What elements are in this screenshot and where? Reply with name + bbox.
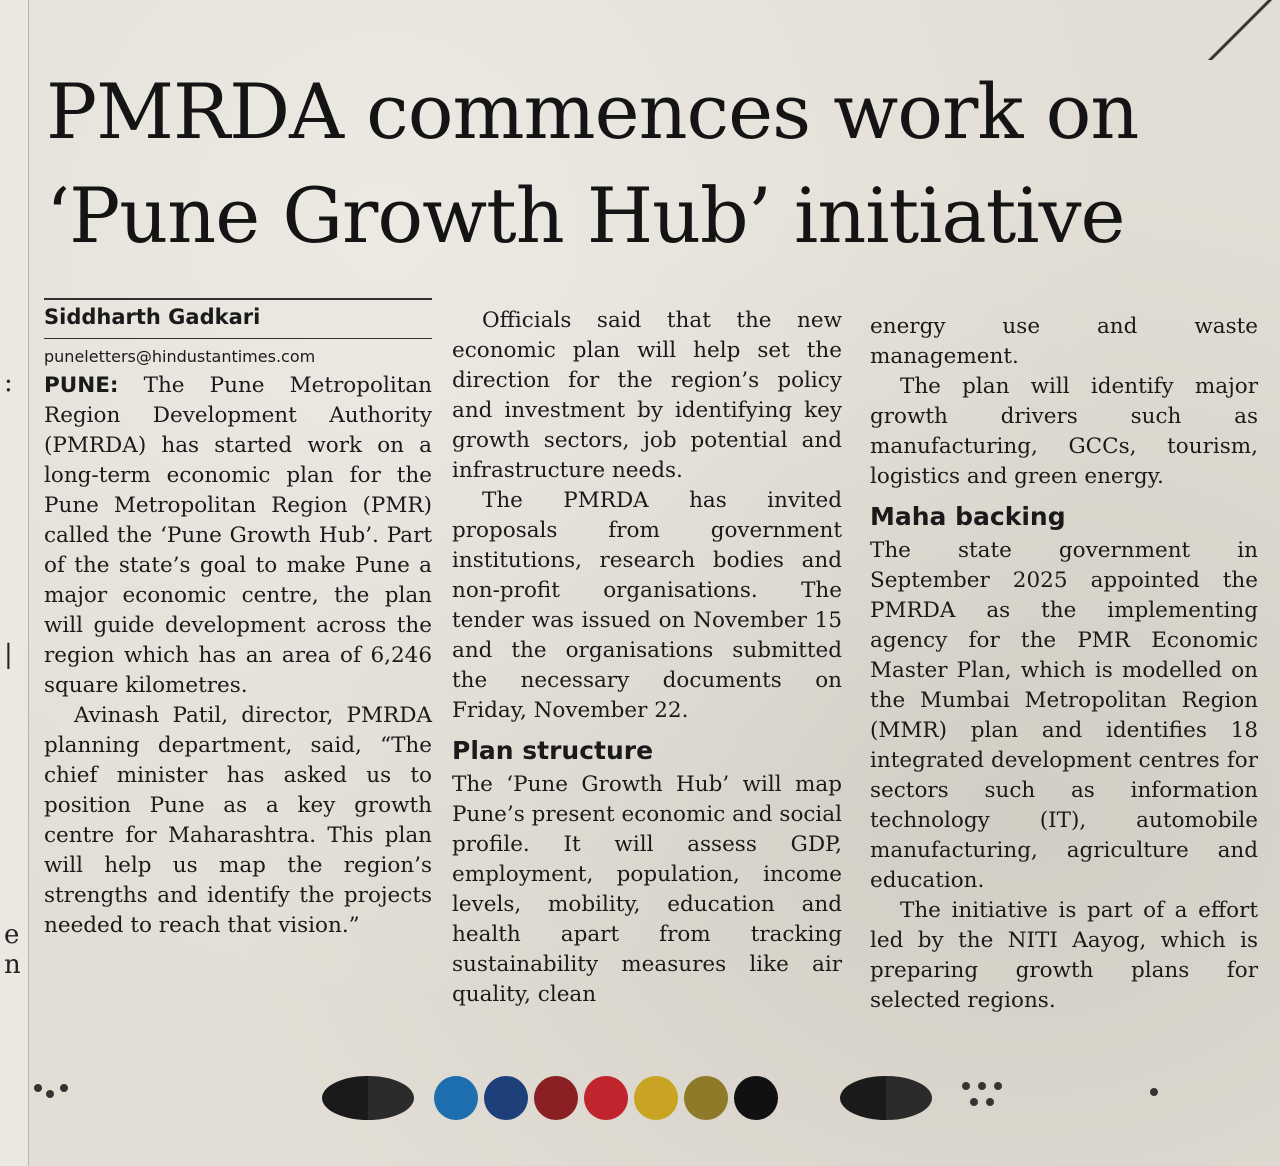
paragraph-officials: Officials said that the new economic plan will help set the direction for the region’s policy and investment by identifying key growth sectors, job potential and infrastructure needs. — [452, 308, 842, 483]
paragraph-tender: The PMRDA has invited proposals from government institutions, research bodies and non-profit organisations. The tender was issued on November 15 and the organisations submitted the necessary documents on Friday, November 22. — [452, 488, 842, 723]
color-swatch-cyan — [434, 1076, 478, 1120]
registration-dot — [986, 1098, 994, 1106]
paragraph-plan-structure: The ‘Pune Growth Hub’ will map Pune’s present economic and social profile. It will assess GDP, employment, population, income levels, mobility, education and health apart from tracking sustainability measures like air quality, clean — [452, 772, 842, 1007]
paragraph-lead — [44, 371, 432, 701]
edge-glyph: e — [4, 920, 20, 950]
subhead-plan-structure: Plan structure — [452, 736, 654, 765]
edge-glyph: | — [4, 640, 13, 670]
torn-corner — [1200, 0, 1280, 60]
color-swatch-blue — [484, 1076, 528, 1120]
headline-line-2: ‘Pune Growth Hub’ initiative — [46, 171, 1125, 260]
headline — [46, 60, 1261, 268]
column-3 — [870, 312, 1258, 1016]
color-swatch-red — [584, 1076, 628, 1120]
headline-line-1: PMRDA commences work on — [46, 67, 1139, 156]
registration-dot — [1150, 1088, 1158, 1096]
paragraph-lead-text: The Pune Metropolitan Region Development Authority (PMRDA) has started work on a long-term economic plan for the Pune Metropolitan Region (PMR) called the ‘Pune Growth Hub’. Part of the state’s goal to make Pune a major economic centre, the plan will guide development across the region which has an area of 6,246 square kilometres. — [44, 373, 433, 698]
color-swatch-maroon — [534, 1076, 578, 1120]
registration-dot — [962, 1082, 970, 1090]
paragraph-growth-drivers: The plan will identify major growth drivers such as manufacturing, GCCs, tourism, logistics and green energy. — [870, 374, 1258, 489]
subhead-maha-backing: Maha backing — [870, 502, 1066, 531]
color-swatch-olive — [684, 1076, 728, 1120]
registration-dot — [994, 1082, 1002, 1090]
color-swatch-yellow — [634, 1076, 678, 1120]
author-email: puneletters@hindustantimes.com — [44, 338, 432, 369]
registration-dot — [34, 1084, 42, 1092]
edge-glyph: n — [4, 950, 21, 980]
paragraph-quote: Avinash Patil, director, PMRDA planning department, said, “The chief minister has asked us to position Pune as a key growth centre for Maharashtra. This plan will help us map the region’s strengths and identify the projects needed to reach that vision.” — [44, 703, 432, 938]
color-swatch-dark — [734, 1076, 778, 1120]
byline: Siddharth Gadkari — [44, 298, 432, 332]
adjacent-column-edge — [0, 0, 29, 1166]
paragraph-niti-aayog: The initiative is part of a effort led by the NITI Aayog, which is preparing growth plans for selected regions. — [870, 898, 1258, 1013]
registration-dot — [46, 1090, 54, 1098]
paragraph-continued: energy use and waste management. — [870, 314, 1258, 369]
dateline: PUNE: — [44, 373, 119, 398]
print-registration-marks — [0, 1068, 1280, 1128]
color-swatch-gray — [840, 1076, 932, 1120]
registration-dot — [978, 1082, 986, 1090]
edge-glyph: : — [4, 368, 13, 398]
registration-dot — [970, 1098, 978, 1106]
registration-dot — [60, 1084, 68, 1092]
color-swatch-black — [322, 1076, 414, 1120]
column-2 — [452, 306, 842, 1010]
column-1 — [44, 298, 432, 941]
paragraph-maha-backing: The state government in September 2025 appointed the PMRDA as the implementing agency for the PMR Economic Master Plan, which is modelled on the Mumbai Metropolitan Region (MMR) plan and identifies 18 integrated development centres for sectors such as information technology (IT), automobile manufacturing, agriculture and education. — [870, 538, 1258, 893]
